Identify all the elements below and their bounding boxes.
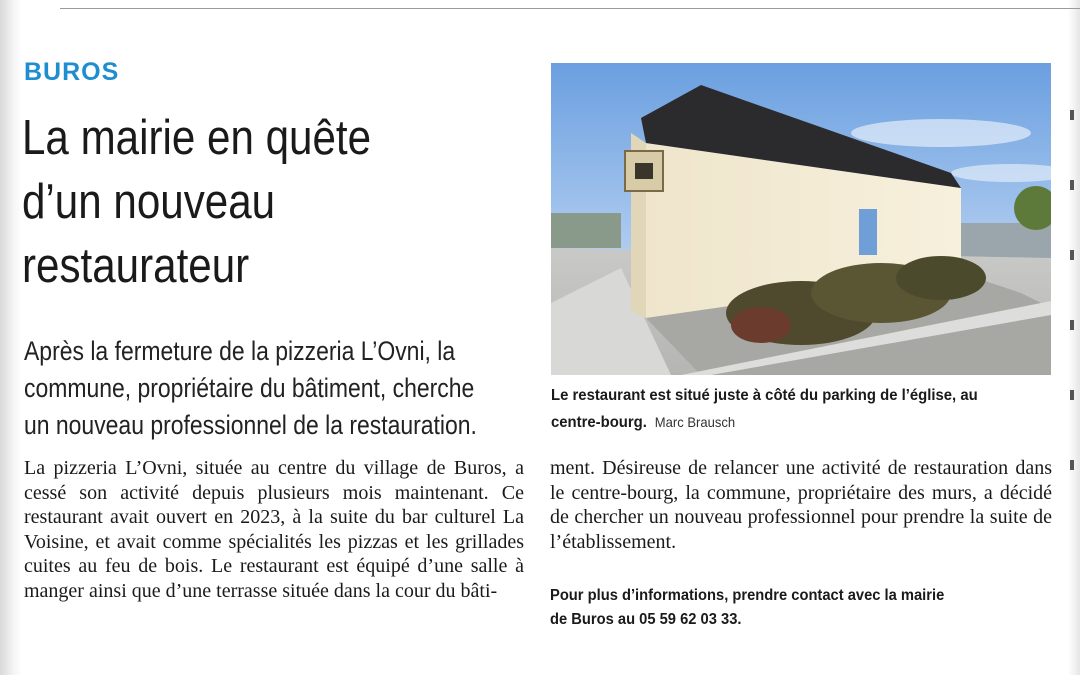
cloud (851, 119, 1031, 147)
photo-credit: Marc Brausch (654, 414, 736, 430)
blue-shutter (859, 209, 877, 255)
shrub (896, 256, 986, 300)
headline-line: d’un nouveau (22, 175, 276, 229)
red-shrub (731, 307, 791, 343)
page-gutter-shadow (0, 0, 22, 675)
headline-line: La mairie en quête (22, 111, 372, 165)
contact-info (550, 584, 992, 632)
photo-caption (551, 383, 1035, 436)
contact-line: Pour plus d’informations, prendre contact avec la mairie (550, 587, 945, 604)
sign-emblem (635, 163, 653, 179)
body-column-right: ment. Désireuse de relancer une activité de restauration dans le centre-bourg, la commune, propriétaire des murs, a décidé de chercher un nouveau professionnel pour prendre la suite de l’établissement. (550, 457, 1052, 553)
headline-line: restaurateur (22, 239, 250, 293)
caption-line: centre-bourg. (551, 414, 647, 431)
section-kicker: BUROS (24, 58, 120, 86)
contact-line: de Buros au 05 59 62 03 33. (550, 611, 742, 628)
next-column-edge-marks (1070, 110, 1078, 530)
body-column-left: La pizzeria L’Ovni, située au centre du village de Buros, a cessé son activité depuis plusieurs mois maintenant. Ce restaurant avait ouvert en 2023, à la suite du bar culturel La Voisine, et avait comme spécialités les pizzas et les grillades cuites au feu de bois. Le restaurant est équipé d’une salle à manger ainsi que d’une terrasse située dans la cour du bâti- (24, 457, 524, 602)
restaurant-photo-illustration (551, 63, 1051, 375)
standfirst-line: Après la fermeture de la pizzeria L’Ovni, la (24, 336, 456, 366)
distant-houses (551, 213, 621, 248)
headline (22, 106, 452, 298)
standfirst-line: commune, propriétaire du bâtiment, cherche (24, 373, 475, 403)
standfirst-line: un nouveau professionnel de la restauration. (24, 410, 477, 440)
top-rule (60, 8, 1080, 9)
article-standfirst (24, 333, 509, 444)
caption-line: Le restaurant est situé juste à côté du parking de l’église, au (551, 387, 978, 404)
restaurant-photo (551, 63, 1051, 375)
